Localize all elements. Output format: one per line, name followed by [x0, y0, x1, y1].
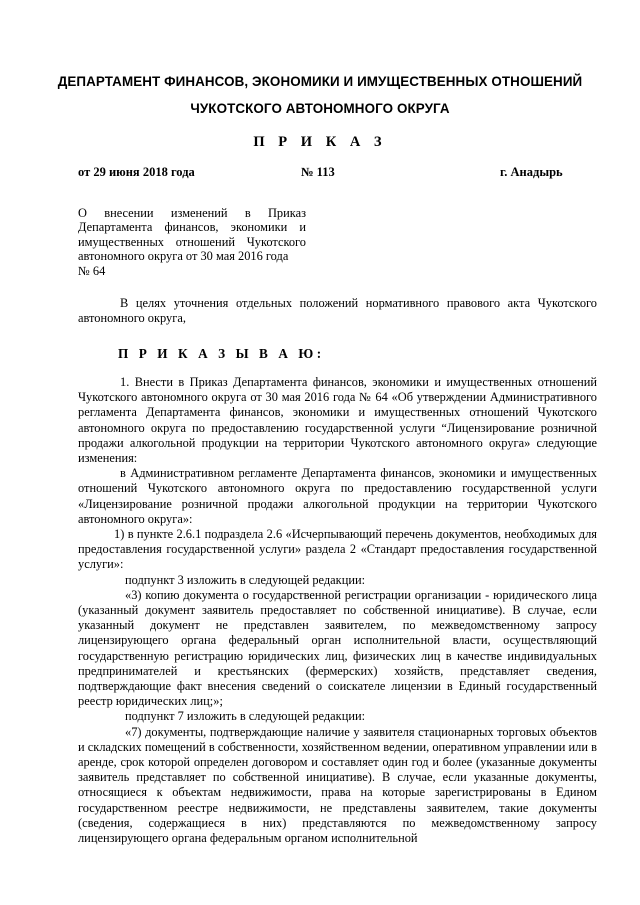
subject-text-end: № 64 [78, 263, 106, 278]
order-place: г. Анадырь [500, 165, 563, 179]
paragraph-3: 1) в пункте 2.6.1 подраздела 2.6 «Исчерпывающий перечень документов, необходимых для предоставления государственной услуги» раздела 2 «Стандарт предоставления государственной услуги»: [78, 527, 597, 572]
intro-block [78, 296, 597, 326]
subject-text: О внесении изменений в Приказ Департамента финансов, экономики и имущественных отношений Чукотского автономного округа от 30 мая 2016 года [78, 206, 306, 264]
paragraph-5: «3) копию документа о государственной регистрации организации - юридического лица (указанный документ заявитель предоставляет по собственной инициативе). В случае, если указанный документ не представлен заявителем, по межведомственному запросу лицензирующего органа федеральный орган исполнительной власти, осуществляющий государственную регистрацию юридических лиц, физических лиц в качестве индивидуальных предпринимателей и крестьянских (фермерских) хозяйств, представляет сведения, подтверждающие факт внесения сведений о соискателе лицензии в Единый государственный реестр юридических лиц;»; [78, 587, 597, 709]
header-line-2: ЧУКОТСКОГО АВТОНОМНОГО ОКРУГА [190, 101, 450, 116]
order-date: от 29 июня 2018 года [78, 165, 195, 179]
order-subject [78, 206, 306, 278]
document-title: П Р И К А З [253, 134, 387, 150]
order-number: № 113 [301, 165, 335, 179]
paragraph-2: в Административном регламенте Департамента финансов, экономики и имущественных отношений Чукотского автономного округа по предоставлению государственной услуги «Лицензирование розничной продажи алкогольной продукции на территории Чукотского автономного округа»: [78, 466, 597, 526]
header-line-1: ДЕПАРТАМЕНТ ФИНАНСОВ, ЭКОНОМИКИ И ИМУЩЕСТВЕННЫХ ОТНОШЕНИЙ [57, 74, 583, 89]
order-heading: П Р И К А З Ы В А Ю: [118, 346, 325, 361]
paragraph-6: подпункт 7 изложить в следующей редакции: [125, 709, 366, 724]
intro-paragraph: В целях уточнения отдельных положений нормативного правового акта Чукотского автономного округа, [78, 296, 597, 326]
paragraph-4: подпункт 3 изложить в следующей редакции: [125, 572, 366, 587]
paragraph-1: 1. Внести в Приказ Департамента финансов, экономики и имущественных отношений Чукотского автономного округа от 30 мая 2016 года № 64 «Об утверждении Административного регламента Департамента финансов, экономики и имущественных отношений Чукотского автономного округа по предоставлению государственной услуги “Лицензирование розничной продажи алкогольной продукции на территории Чукотского автономного округа» следующие изменения: [78, 375, 597, 466]
paragraph-7: «7) документы, подтверждающие наличие у заявителя стационарных торговых объектов и складских помещений в собственности, хозяйственном ведении, оперативном управлении или в аренде, срок которой определен договором и составляет один год и более (указанные документы заявитель представляет по собственной инициативе). В случае, если указанные документы, относящиеся к объектам недвижимости, права на которые зарегистрированы в Едином государственном реестре недвижимости, не представлены заявителем, такие документы (сведения, содержащиеся в них) представляются по межведомственному запросу лицензирующего органа федеральным органом исполнительной [78, 724, 597, 846]
order-body [78, 375, 597, 846]
